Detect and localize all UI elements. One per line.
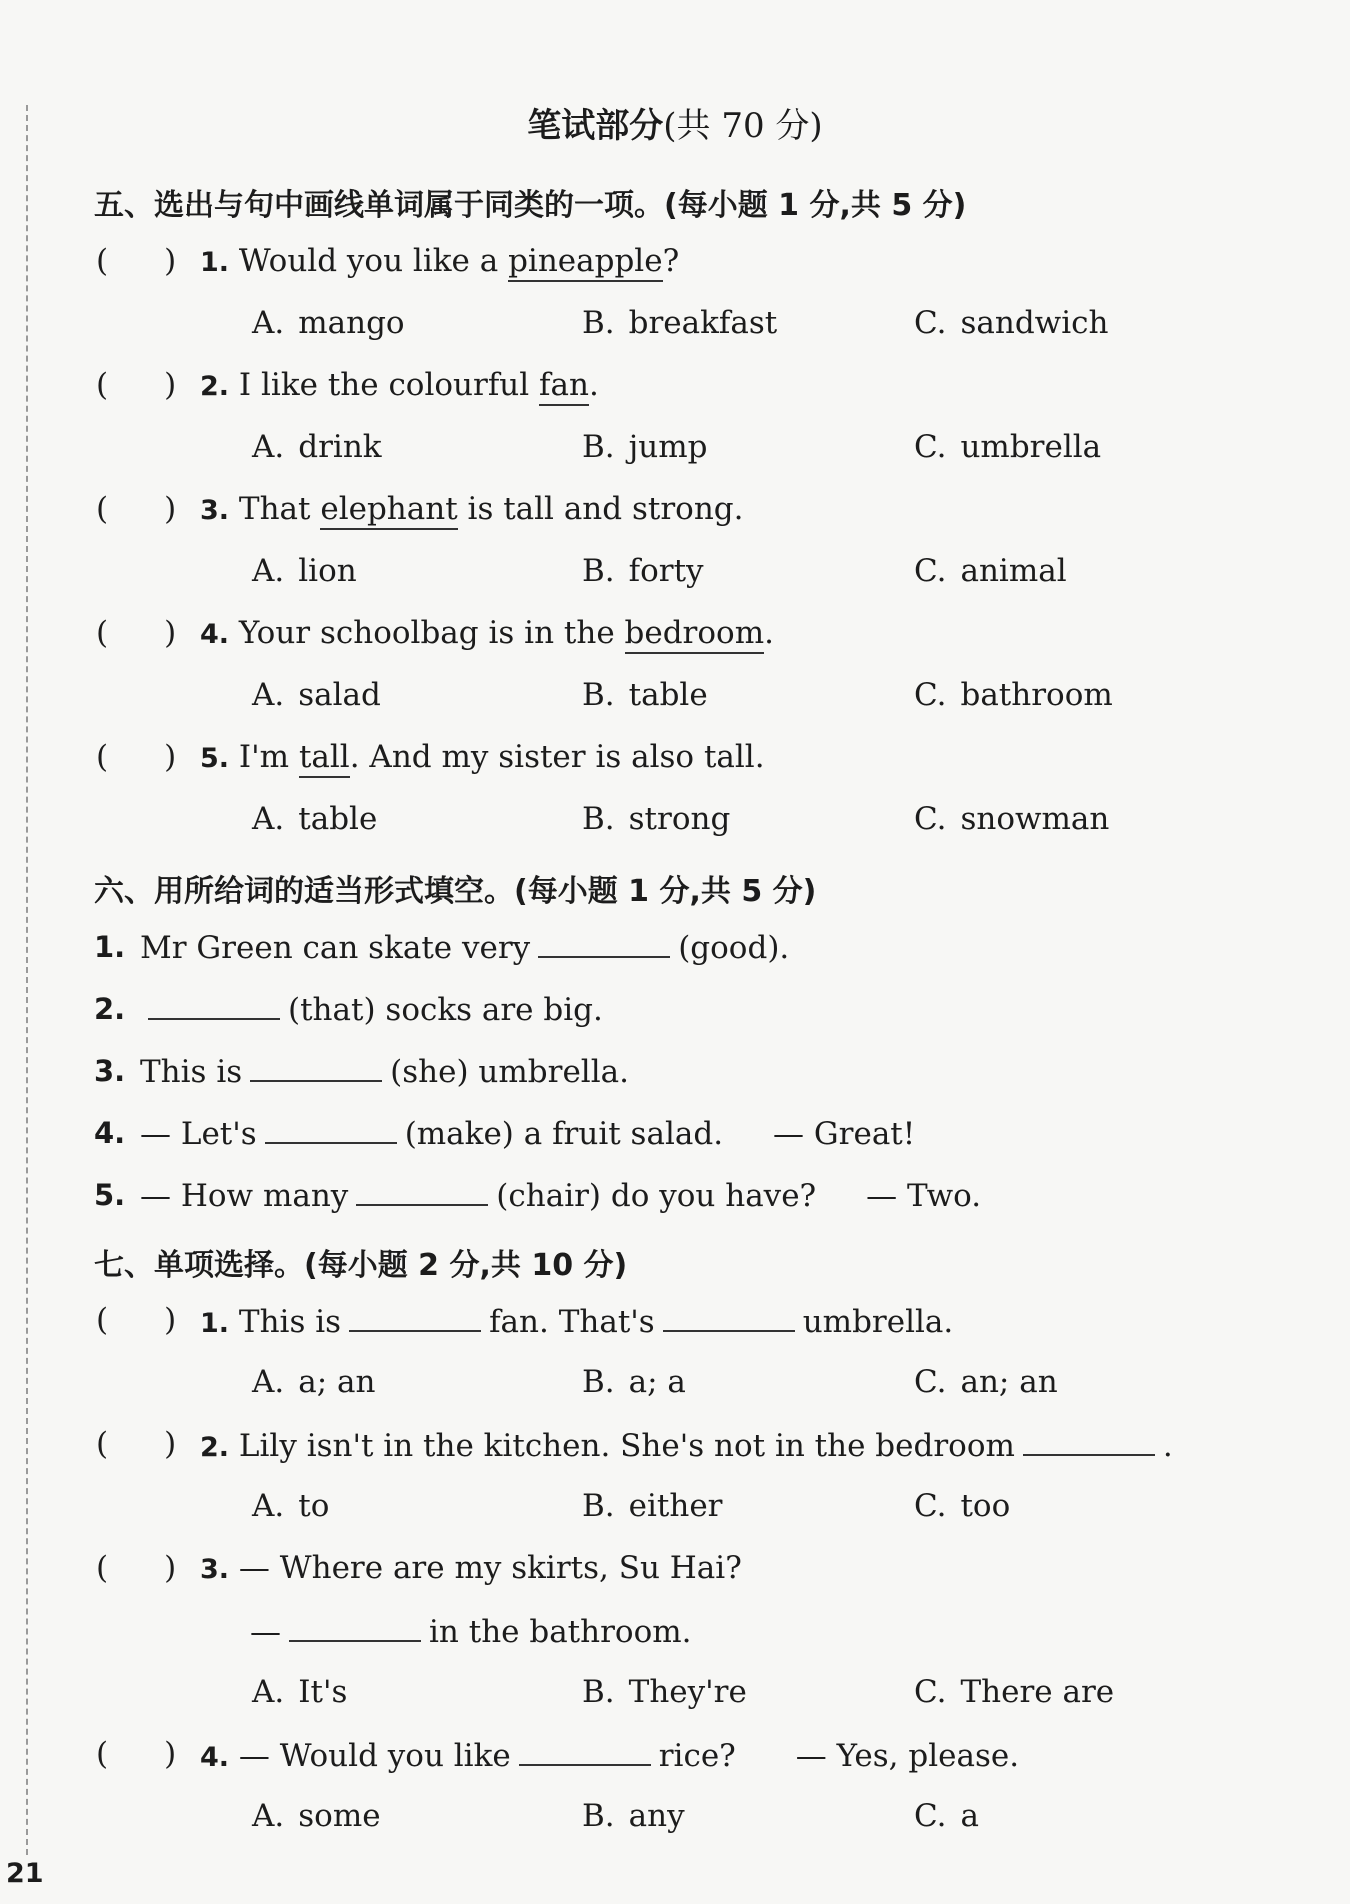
fill-blank-row: (that) socks are big.	[140, 990, 603, 1028]
question-row: 3. That elephant is tall and strong.	[200, 491, 743, 527]
option-a[interactable]: A. some	[252, 1798, 381, 1834]
option-b[interactable]: B. forty	[582, 553, 704, 589]
option-c[interactable]: C. an; an	[914, 1364, 1058, 1400]
option-c[interactable]: C. a	[914, 1798, 979, 1834]
answer-blank[interactable]	[265, 1114, 397, 1144]
option-a[interactable]: A. to	[252, 1488, 330, 1524]
answer-blank[interactable]	[519, 1736, 651, 1766]
s7-question-4: 4. — Would you like rice? — Yes, please.	[200, 1738, 1020, 1774]
option-b[interactable]: B. either	[582, 1488, 723, 1524]
option-a[interactable]: A. mango	[252, 305, 405, 341]
answer-blank[interactable]	[289, 1612, 421, 1642]
underlined-word: bedroom	[625, 615, 765, 654]
answer-bracket: ( )	[96, 491, 177, 527]
answer-bracket: ( )	[96, 739, 177, 775]
s7-question-3-response: — in the bathroom.	[250, 1614, 692, 1650]
question-row: 1. Would you like a pineapple?	[200, 243, 679, 279]
section-6-heading: 六、用所给词的适当形式填空。(每小题 1 分,共 5 分)	[94, 874, 817, 909]
answer-bracket: ( )	[96, 1302, 177, 1338]
option-a[interactable]: A. lion	[252, 553, 357, 589]
answer-bracket: ( )	[96, 1426, 177, 1462]
question-row: 4. Your schoolbag is in the bedroom.	[200, 615, 774, 651]
option-c[interactable]: C. too	[914, 1488, 1011, 1524]
option-b[interactable]: B. strong	[582, 801, 731, 837]
s7-question-3: 3. — Where are my skirts, Su Hai?	[200, 1550, 742, 1586]
option-a[interactable]: A. drink	[252, 429, 382, 465]
option-c[interactable]: C. umbrella	[914, 429, 1102, 465]
question-number: 3.	[200, 495, 230, 526]
question-number: 1.	[94, 930, 126, 964]
fill-blank-row: Mr Green can skate very (good).	[140, 930, 790, 966]
option-a[interactable]: A. salad	[252, 677, 381, 713]
underlined-word: pineapple	[508, 243, 663, 282]
question-number: 2.	[200, 371, 230, 402]
page-title: 笔试部分(共 70 分)	[527, 106, 823, 146]
option-c[interactable]: C. sandwich	[914, 305, 1109, 341]
option-c[interactable]: C. bathroom	[914, 677, 1113, 713]
question-number: 5.	[200, 743, 230, 774]
option-b[interactable]: B. jump	[582, 429, 708, 465]
fill-blank-row: This is (she) umbrella.	[140, 1054, 629, 1090]
answer-bracket: ( )	[96, 615, 177, 651]
option-b[interactable]: B. any	[582, 1798, 685, 1834]
option-a[interactable]: A. It's	[252, 1674, 348, 1710]
option-c[interactable]: C. snowman	[914, 801, 1110, 837]
answer-blank[interactable]	[356, 1176, 488, 1206]
answer-blank[interactable]	[250, 1052, 382, 1082]
option-b[interactable]: B. breakfast	[582, 305, 778, 341]
option-b[interactable]: B. a; a	[582, 1364, 686, 1400]
option-c[interactable]: C. There are	[914, 1674, 1115, 1710]
s7-question-1: 1. This is fan. That's umbrella.	[200, 1304, 954, 1340]
binding-dashed-line	[26, 105, 28, 1855]
fill-blank-row: — Let's (make) a fruit salad. — Great!	[140, 1116, 916, 1152]
question-number: 5.	[94, 1178, 126, 1212]
option-c[interactable]: C. animal	[914, 553, 1067, 589]
question-number: 4.	[200, 619, 230, 650]
underlined-word: fan	[539, 367, 589, 406]
fill-blank-row: — How many (chair) do you have? — Two.	[140, 1178, 982, 1214]
underlined-word: tall	[299, 739, 350, 778]
answer-bracket: ( )	[96, 243, 177, 279]
answer-blank[interactable]	[349, 1302, 481, 1332]
answer-bracket: ( )	[96, 1550, 177, 1586]
option-b[interactable]: B. They're	[582, 1674, 747, 1710]
question-row: 2. I like the colourful fan.	[200, 367, 599, 403]
question-number: 3.	[94, 1054, 126, 1088]
answer-bracket: ( )	[96, 367, 177, 403]
option-a[interactable]: A. table	[252, 801, 378, 837]
answer-bracket: ( )	[96, 1736, 177, 1772]
question-row: 5. I'm tall. And my sister is also tall.	[200, 739, 765, 775]
answer-blank[interactable]	[148, 990, 280, 1020]
underlined-word: elephant	[320, 491, 457, 530]
answer-blank[interactable]	[663, 1302, 795, 1332]
section-7-heading: 七、单项选择。(每小题 2 分,共 10 分)	[94, 1248, 628, 1283]
question-number: 1.	[200, 247, 230, 278]
page-number: 21	[6, 1858, 44, 1889]
question-number: 2.	[94, 992, 126, 1026]
answer-blank[interactable]	[538, 928, 670, 958]
question-number: 4.	[94, 1116, 126, 1150]
option-b[interactable]: B. table	[582, 677, 708, 713]
answer-blank[interactable]	[1023, 1426, 1155, 1456]
option-a[interactable]: A. a; an	[252, 1364, 376, 1400]
section-5-heading: 五、选出与句中画线单词属于同类的一项。(每小题 1 分,共 5 分)	[94, 188, 967, 223]
s7-question-2: 2. Lily isn't in the kitchen. She's not in the bedroom .	[200, 1428, 1173, 1464]
